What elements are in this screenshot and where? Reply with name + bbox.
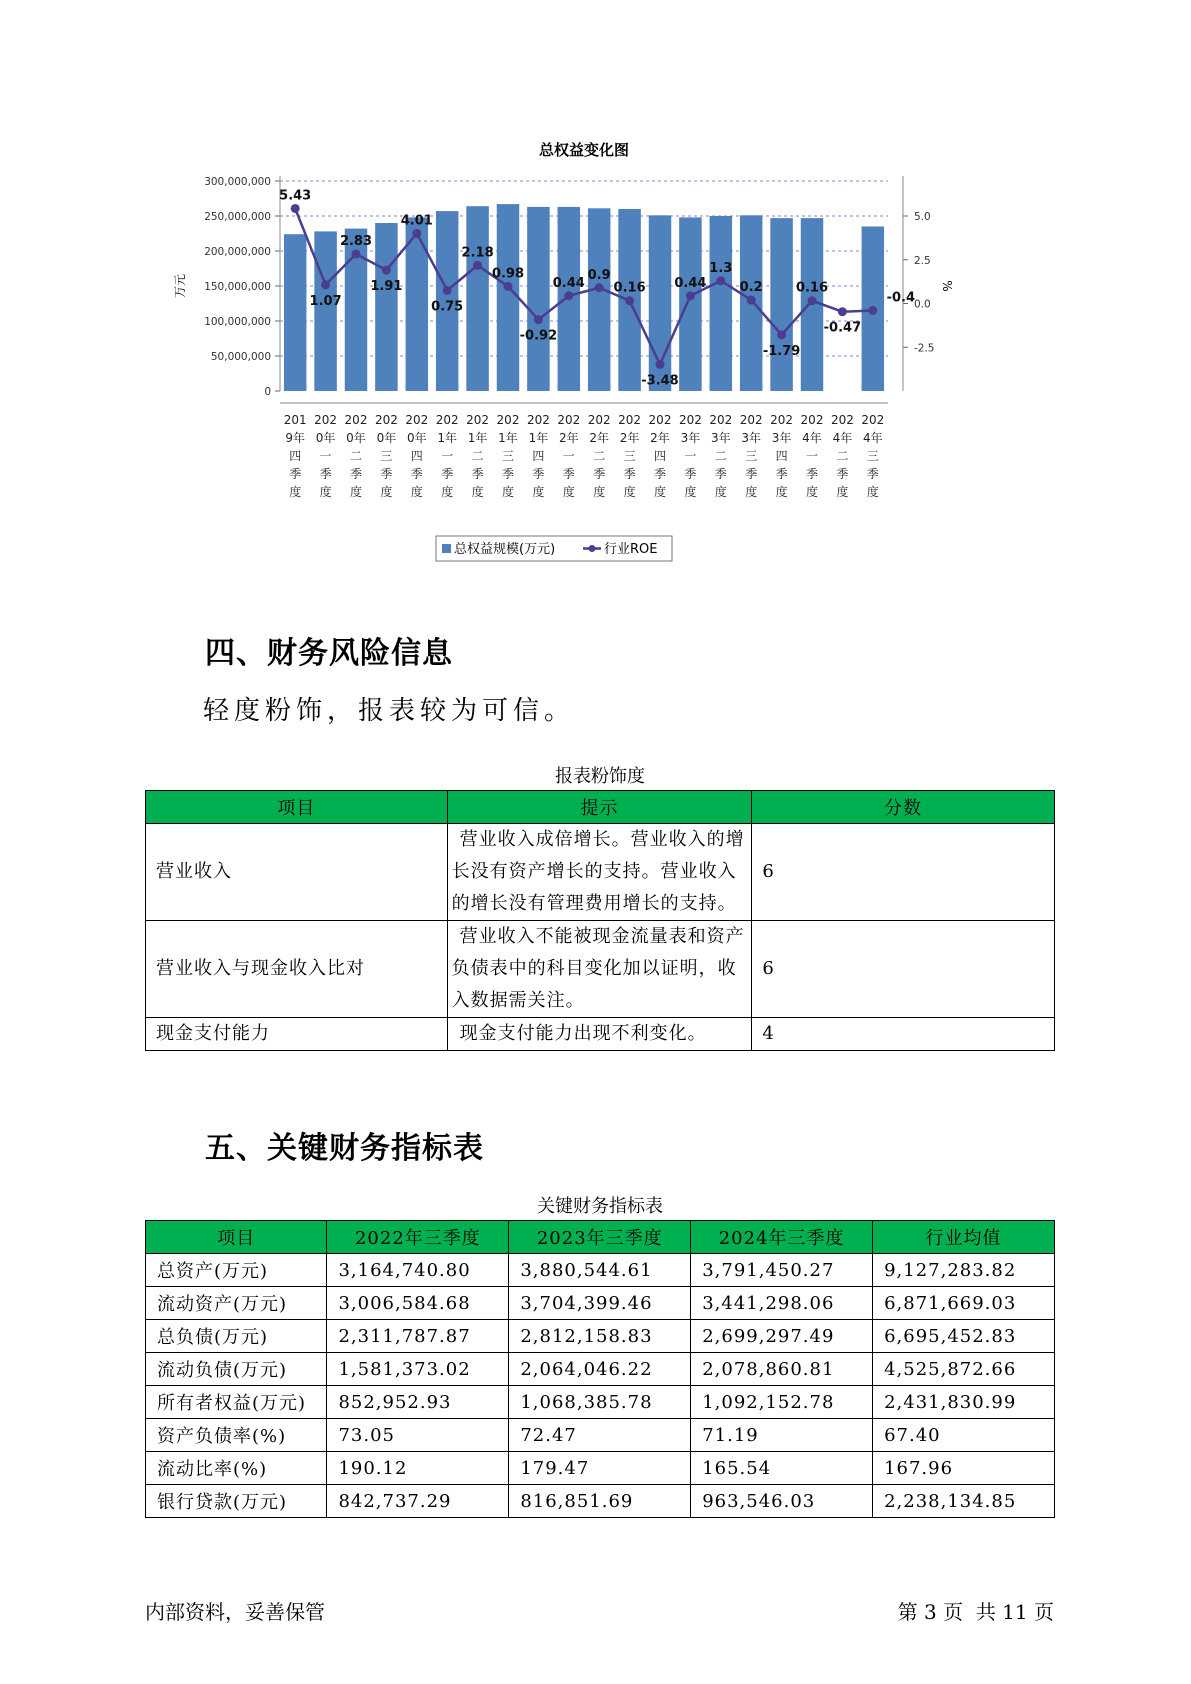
x-tick-label: 季: [593, 467, 606, 481]
x-tick-label: 202: [678, 413, 702, 427]
roe-data-label: 0.16: [795, 280, 829, 296]
x-tick-label: 四: [775, 449, 788, 463]
kpi-value: 963,546.03: [691, 1485, 873, 1518]
kpi-value: 71.19: [691, 1419, 873, 1452]
kpi-value: 67.40: [873, 1419, 1055, 1452]
kpi-value: 190.12: [327, 1452, 509, 1485]
x-tick-label: 202: [374, 413, 398, 427]
y-tick-label: 300,000,000: [204, 176, 271, 188]
bar: [284, 234, 306, 391]
x-tick-label: 202: [830, 413, 854, 427]
x-tick-label: 季: [319, 467, 332, 481]
x-tick-label: 二: [471, 449, 484, 463]
roe-point: [564, 291, 573, 300]
roe-point: [534, 315, 543, 324]
x-tick-label: 0年: [376, 431, 397, 445]
x-tick-label: 度: [319, 485, 332, 499]
x-tick-label: 季: [866, 467, 879, 481]
x-tick-label: 度: [471, 485, 484, 499]
kpi-item: 流动负债(万元): [146, 1353, 327, 1386]
x-tick-label: 度: [349, 485, 363, 499]
roe-data-label: 2.83: [339, 233, 373, 249]
section-heading-risk: 四、财务风险信息: [205, 636, 453, 671]
table-row: [146, 1353, 1055, 1386]
roe-point: [473, 261, 482, 270]
x-tick-label: 202: [648, 413, 672, 427]
x-tick-label: 度: [805, 485, 819, 499]
y-tick-label: 50,000,000: [210, 351, 271, 363]
risk-hint-text: 现金支付能力出现不利变化。: [459, 1023, 707, 1044]
table-row: [146, 1419, 1055, 1452]
legend-swatch-point: [589, 545, 596, 552]
legend-label-line: 行业ROE: [604, 542, 658, 557]
x-tick-label: 1年: [528, 431, 549, 445]
x-tick-label: 一: [562, 449, 575, 463]
kpi-item: 流动比率(%): [146, 1452, 327, 1485]
kpi-item: 银行贷款(万元): [146, 1485, 327, 1518]
x-tick-label: 度: [410, 485, 423, 499]
x-tick-label: 三: [745, 449, 758, 463]
x-tick-label: 四: [532, 449, 545, 463]
table-row: [146, 1254, 1055, 1287]
bar: [770, 218, 792, 391]
x-tick-label: 202: [344, 413, 368, 427]
y-tick-label: 100,000,000: [204, 316, 271, 328]
x-tick-label: 季: [562, 467, 575, 481]
x-tick-label: 一: [319, 449, 332, 463]
roe-data-label: 0.98: [491, 266, 525, 282]
x-tick-label: 202: [526, 413, 550, 427]
roe-data-label: 2.18: [461, 245, 494, 261]
roe-point: [321, 280, 330, 289]
roe-data-label: 0.16: [613, 280, 646, 296]
x-tick-label: 202: [405, 413, 429, 427]
roe-point: [747, 296, 756, 305]
roe-point: [352, 249, 361, 258]
y2-tick-label: 0.0: [914, 298, 931, 311]
section-heading-kpi: 五、关键财务指标表: [205, 1131, 484, 1166]
x-tick-label: 2年: [558, 431, 579, 445]
x-tick-label: 0年: [346, 431, 366, 445]
x-tick-label: 202: [861, 413, 885, 427]
x-tick-label: 二: [836, 449, 849, 463]
roe-point: [595, 283, 604, 292]
bar: [314, 231, 336, 391]
x-tick-label: 二: [349, 449, 363, 463]
x-tick-label: 0年: [406, 431, 427, 445]
risk-header-item: 项目: [146, 791, 448, 824]
equity-chart-svg: [150, 140, 1030, 600]
kpi-value: 165.54: [691, 1452, 873, 1485]
kpi-value: 3,164,740.80: [327, 1254, 509, 1287]
x-tick-label: 季: [349, 467, 363, 481]
risk-header-hint: 提示: [447, 791, 752, 824]
table-row: [146, 1287, 1055, 1320]
bar: [466, 206, 488, 391]
x-tick-label: 度: [836, 485, 849, 499]
kpi-value: 842,737.29: [327, 1485, 509, 1518]
x-tick-label: 四: [653, 449, 667, 463]
y2-axis-label: %: [940, 280, 954, 292]
risk-hint-text: 营业收入不能被现金流量表和资产负债表中的科目变化加以证明，收入数据需关注。: [451, 926, 745, 1011]
x-tick-label: 季: [471, 467, 484, 481]
kpi-value: 1,092,152.78: [691, 1386, 873, 1419]
table-row: [146, 921, 1055, 1018]
x-tick-label: 度: [441, 485, 454, 499]
x-tick-label: 度: [653, 485, 667, 499]
x-tick-label: 季: [714, 467, 727, 481]
x-tick-label: 202: [496, 413, 520, 427]
bar: [588, 208, 610, 391]
kpi-value: 73.05: [327, 1419, 509, 1452]
x-tick-label: 9年: [285, 431, 306, 445]
kpi-value: 2,699,297.49: [691, 1320, 873, 1353]
kpi-value: 2,078,860.81: [691, 1353, 873, 1386]
x-tick-label: 季: [653, 467, 667, 481]
risk-hint: [447, 824, 752, 921]
x-tick-label: 202: [557, 413, 581, 427]
roe-data-label: 0.2: [739, 280, 763, 295]
kpi-value: 3,880,544.61: [509, 1254, 691, 1287]
kpi-value: 852,952.93: [327, 1386, 509, 1419]
x-tick-label: 202: [770, 413, 794, 427]
y2-tick-label: 5.0: [914, 211, 931, 223]
roe-data-label: 1.3: [709, 260, 733, 276]
kpi-header-2022q3: 2022年三季度: [327, 1221, 509, 1254]
kpi-value: 2,064,046.22: [509, 1353, 691, 1386]
x-tick-label: 202: [314, 413, 338, 427]
kpi-header-2024q3: 2024年三季度: [691, 1221, 873, 1254]
kpi-item: 总资产(万元): [146, 1254, 327, 1287]
risk-item: 营业收入: [146, 824, 448, 921]
bar: [527, 207, 549, 391]
x-tick-label: 3年: [741, 431, 762, 445]
kpi-value: 179.47: [509, 1452, 691, 1485]
y2-tick-label: -2.5: [914, 342, 935, 355]
kpi-value: 816,851.69: [509, 1485, 691, 1518]
risk-table-caption: 报表粉饰度: [555, 766, 645, 787]
risk-table-header: [146, 791, 1055, 824]
x-tick-label: 202: [466, 413, 490, 427]
legend-swatch-bar: [442, 544, 451, 553]
y-tick-label: 250,000,000: [204, 211, 271, 223]
roe-point: [808, 296, 817, 305]
kpi-item: 所有者权益(万元): [146, 1386, 327, 1419]
x-tick-label: 季: [836, 467, 849, 481]
x-tick-label: 0年: [315, 431, 336, 445]
roe-data-label: -1.79: [762, 343, 801, 359]
roe-point: [625, 296, 634, 305]
kpi-table-header: [146, 1221, 1055, 1254]
roe-data-label: -0.92: [519, 328, 558, 344]
table-row: [146, 1485, 1055, 1518]
y-tick-label: 150,000,000: [204, 281, 271, 293]
x-tick-label: 季: [501, 467, 515, 481]
roe-data-label: 5.43: [279, 188, 312, 204]
x-tick-label: 1年: [437, 431, 458, 445]
kpi-value: 3,704,399.46: [509, 1287, 691, 1320]
roe-point: [656, 360, 665, 369]
x-tick-label: 202: [709, 413, 733, 427]
x-tick-label: 度: [745, 485, 758, 499]
roe-point: [504, 282, 513, 291]
kpi-value: 3,006,584.68: [327, 1287, 509, 1320]
roe-data-label: 0.44: [674, 275, 707, 291]
roe-data-label: 1.07: [309, 293, 342, 309]
bar: [679, 217, 701, 391]
kpi-value: 1,068,385.78: [509, 1386, 691, 1419]
risk-header-score: 分数: [752, 791, 1055, 824]
bar: [710, 216, 732, 391]
x-tick-label: 度: [289, 485, 302, 499]
roe-data-label: 0.44: [552, 275, 585, 291]
roe-data-label: -3.48: [641, 373, 679, 389]
y-tick-label: 0: [264, 386, 271, 398]
x-tick-label: 季: [684, 467, 697, 481]
x-tick-label: 度: [623, 485, 636, 499]
kpi-value: 3,791,450.27: [691, 1254, 873, 1287]
x-tick-label: 季: [380, 467, 393, 481]
x-tick-label: 一: [441, 449, 454, 463]
table-row: [146, 1386, 1055, 1419]
x-tick-label: 季: [410, 467, 423, 481]
risk-table: [145, 790, 1055, 1051]
x-tick-label: 度: [532, 485, 545, 499]
kpi-value: 4,525,872.66: [873, 1353, 1055, 1386]
x-tick-label: 202: [800, 413, 824, 427]
x-tick-label: 二: [714, 449, 727, 463]
x-tick-label: 季: [289, 467, 302, 481]
kpi-value: 6,871,669.03: [873, 1287, 1055, 1320]
roe-data-label: 0.9: [587, 267, 611, 283]
kpi-value: 2,812,158.83: [509, 1320, 691, 1353]
footer-page-number: 第 3 页 共 11 页: [897, 1600, 1054, 1624]
risk-score: 4: [752, 1018, 1055, 1051]
roe-point: [291, 204, 300, 213]
table-row: [146, 1452, 1055, 1485]
table-row: [146, 1320, 1055, 1353]
roe-point: [412, 229, 421, 238]
x-tick-label: 度: [593, 485, 606, 499]
kpi-value: 167.96: [873, 1452, 1055, 1485]
x-tick-label: 季: [745, 467, 758, 481]
legend-label-bar: 总权益规模(万元): [454, 542, 556, 557]
x-tick-label: 2年: [589, 431, 610, 445]
x-tick-label: 三: [866, 449, 879, 463]
x-tick-label: 季: [775, 467, 788, 481]
table-row: [146, 1018, 1055, 1051]
roe-point: [686, 291, 695, 300]
x-tick-label: 季: [805, 467, 819, 481]
kpi-item: 流动资产(万元): [146, 1287, 327, 1320]
roe-point: [868, 306, 877, 315]
roe-data-label: 0.75: [431, 299, 464, 315]
kpi-table-body: [146, 1254, 1055, 1518]
kpi-value: 9,127,283.82: [873, 1254, 1055, 1287]
x-tick-label: 4年: [802, 431, 822, 445]
x-tick-label: 4年: [862, 431, 883, 445]
kpi-item: 总负债(万元): [146, 1320, 327, 1353]
x-tick-label: 1年: [498, 431, 518, 445]
kpi-value: 2,238,134.85: [873, 1485, 1055, 1518]
kpi-value: 2,311,787.87: [327, 1320, 509, 1353]
risk-summary: 轻度粉饰，报表较为可信。: [203, 696, 576, 726]
kpi-table: [145, 1220, 1055, 1518]
x-tick-label: 二: [593, 449, 606, 463]
x-tick-label: 度: [501, 485, 515, 499]
x-tick-label: 度: [562, 485, 575, 499]
kpi-value: 2,431,830.99: [873, 1386, 1055, 1419]
x-tick-label: 度: [380, 485, 393, 499]
kpi-header-item: 项目: [146, 1221, 327, 1254]
y-axis-label: 万元: [173, 273, 187, 299]
x-tick-label: 4年: [832, 431, 853, 445]
x-tick-label: 3年: [771, 431, 792, 445]
risk-hint: [447, 921, 752, 1018]
x-tick-label: 三: [501, 449, 515, 463]
kpi-value: 1,581,373.02: [327, 1353, 509, 1386]
x-tick-label: 度: [684, 485, 697, 499]
y2-tick-label: 2.5: [914, 254, 931, 267]
x-tick-label: 季: [623, 467, 636, 481]
x-tick-label: 202: [739, 413, 763, 427]
kpi-value: 6,695,452.83: [873, 1320, 1055, 1353]
x-tick-label: 1年: [467, 431, 488, 445]
roe-point: [382, 266, 391, 275]
risk-score: 6: [752, 921, 1055, 1018]
x-tick-label: 度: [714, 485, 727, 499]
roe-point: [716, 276, 725, 285]
x-tick-label: 四: [410, 449, 423, 463]
roe-data-label: 1.91: [370, 279, 403, 295]
x-tick-label: 一: [684, 449, 697, 463]
x-tick-label: 四: [289, 449, 302, 463]
x-tick-label: 202: [618, 413, 642, 427]
risk-hint: [447, 1018, 752, 1051]
roe-point: [777, 330, 786, 339]
roe-data-label: -0.4: [886, 290, 916, 306]
x-tick-label: 度: [775, 485, 788, 499]
x-tick-label: 度: [866, 485, 879, 499]
y-tick-label: 200,000,000: [204, 246, 271, 258]
roe-data-label: -0.47: [823, 320, 862, 336]
roe-point: [838, 307, 847, 316]
kpi-header-2023q3: 2023年三季度: [509, 1221, 691, 1254]
roe-point: [443, 286, 452, 295]
x-tick-label: 一: [805, 449, 819, 463]
kpi-value: 3,441,298.06: [691, 1287, 873, 1320]
x-tick-label: 3年: [710, 431, 731, 445]
x-tick-label: 3年: [680, 431, 701, 445]
x-tick-label: 2年: [619, 431, 640, 445]
x-tick-label: 202: [435, 413, 459, 427]
kpi-value: 72.47: [509, 1419, 691, 1452]
x-tick-label: 三: [623, 449, 636, 463]
table-row: [146, 824, 1055, 921]
kpi-item: 资产负债率(%): [146, 1419, 327, 1452]
x-tick-label: 2年: [650, 431, 670, 445]
kpi-table-caption: 关键财务指标表: [537, 1196, 663, 1217]
x-tick-label: 202: [587, 413, 611, 427]
footer-confidential: 内部资料，妥善保管: [145, 1600, 325, 1624]
x-tick-label: 季: [532, 467, 545, 481]
x-tick-label: 季: [441, 467, 454, 481]
bar: [375, 223, 397, 391]
x-tick-label: 201: [283, 413, 307, 427]
roe-data-label: 4.01: [400, 213, 433, 229]
risk-item: 营业收入与现金收入比对: [146, 921, 448, 1018]
chart-title: 总权益变化图: [538, 141, 630, 159]
equity-chart: [150, 140, 1030, 600]
bar: [497, 204, 519, 391]
risk-score: 6: [752, 824, 1055, 921]
x-tick-label: 三: [380, 449, 393, 463]
risk-item: 现金支付能力: [146, 1018, 448, 1051]
kpi-header-industry-avg: 行业均值: [873, 1221, 1055, 1254]
risk-hint-text: 营业收入成倍增长。营业收入的增长没有资产增长的支持。营业收入的增长没有管理费用增长的支持。: [451, 829, 745, 914]
